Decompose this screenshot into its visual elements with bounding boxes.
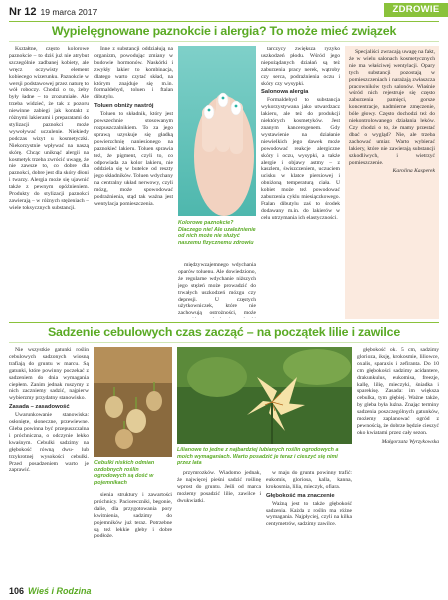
article2-col4-text-after: Ważną jest to także głębokość sadzenia. Każda z roślin ma różne wymagania. Najpłyciej, czyli na kilka centymetrów, sadzimy zawilce. — [266, 500, 352, 528]
article2-col5 — [357, 347, 439, 581]
article1-col2-subhead: Toluen obniży nastrój — [94, 103, 154, 110]
article2-col2 — [94, 492, 172, 581]
page-number: 106 — [9, 586, 25, 596]
section-label: ZDROWIE — [392, 4, 440, 15]
article1-col3-text: międzywzajemnego wdychania oparów toluenu. Ale dowiedziono, że regularne wdychanie niższych jego stężeń może prowadzić do trwałych uszkodzeń mózgu czy depresji. U częstych użytkowniczek, które nie zachowują ostrożności, może — [178, 262, 256, 317]
page-footer — [9, 586, 91, 596]
article2-title: Sadzenie cebulowych czas zacząć – na początek lilie i zawilce — [47, 325, 401, 339]
article2-col1-text: Nie wszystkie gatunki roślin cebulowych sadzonych wiosną trafiają do gruntu w marcu. Są gatunki, które powinny poczekać z sadzeniem do dnia wymagania ciepłem. Zanim jednak ruszymy z nich zaczniemy sadzić, najpierw wybierzmy przydatny stanowisko. — [9, 347, 89, 402]
issue-header — [9, 6, 97, 18]
magazine-name: Wieś i Rodzina — [28, 586, 92, 596]
issue-date: 19 marca 2017 — [40, 7, 98, 17]
article2-col4-subhead: Głębokość ma znaczenie — [266, 492, 335, 499]
article1-col4-subhead: Salonowa alergia — [261, 89, 309, 96]
article2-col1 — [9, 347, 89, 581]
bulbs-illustration — [94, 347, 172, 457]
article1-col2 — [94, 46, 173, 318]
article1-col2-text-after: Toluen to składnik, który jest powszechnie stosowanym rozpuszczalnikiem. To za jego sprawą uzyskuje się gładką powierzchnię naniesionego na paznokieć lakieru. Toluen sprawia też, że pigment, czyli to, co odpowiada za kolor lakieru, nie oddziela się w butelce od reszty jego składników. Toluen wdychany na centralny układ nerwowy, czyli mózg, może spowodować podrażnienia, stąd tak ważna jest wentylacja pomieszczenia. — [94, 111, 173, 207]
article1-col5 — [345, 46, 439, 318]
lily-photo-caption: Lilianowe to jedne z najbardziej lubianych roślin ogrodowych a moich wymaganiach. Warto posadzić je teraz i cieszyć się nimi przez lata — [177, 447, 339, 466]
article2-col3-text: przymrozków. Wiadomo jednak, że najwięcej pieśni sadzić roślinę wprost do gruntu. Jeśli od marca możemy posadzić lilie, zawilce i dwukwiatki. — [177, 470, 261, 504]
article2-title-rule — [9, 342, 439, 343]
article1-col5-text: Specjaliści zwracają uwagę na fakt, że w wielu salonach kosmetycznych nie ma właściwej wentylacji. Opary tych substancji pozostają w pomieszczeniach i narażają zwłaszcza pracowników tych salonów. Właśnie wśród nich rejestruje się często zaburzenia pamięci, gorsze koncentracje, nadmierne zmęczenie, bóle głowy. Często dochodzi też do niekontrolowanego działania leków. Czy chodzi o to, że mamy przestać dbać o wygląd? Nie, ale trzeba zachować umiar. Warto wybierać lakiery, które nie zawierają substancji szkodliwych, i wietrzyć pomieszczenie. — [349, 49, 435, 166]
article2-col3 — [177, 470, 261, 581]
article2-col2-text: sienia struktury i zawartości próchnicy. Pacioreczniki, begonie, dalie, dla przygotowania pory kwitnienia, sadzimy do pojemników już teraz. Potrzebne są też lekkie gleby i dobre podłoże. — [94, 492, 172, 540]
header-rule — [9, 21, 439, 22]
article1-title-rule — [9, 41, 439, 42]
article1-title: Wypielęgnowane paznokcie i alergia? To może mieć związek — [51, 24, 397, 38]
lily-illustration — [177, 347, 352, 444]
article1-sidebar — [345, 46, 439, 319]
article1-col4-text: tarczycy zwiększa ryzyko uszkodzeń płodu. Wśród jego niepożądanych działań są też zaburzenia pracy nerek, wątroby czy serca, podrażnienia oczu i skóry czy wysypki. — [261, 46, 340, 87]
article1-col1 — [9, 46, 89, 318]
article-divider — [9, 322, 439, 323]
lily-photo — [177, 347, 352, 444]
article2-col5-text: głębokość ok. 5 cm, sadzimy glorioza, iksję, krokosmie, liliowce, oxalis, sparaxis i zefiranta. Do 10 cm głębokości sadzimy acidantere, drakunkulus, eukomisa, freezje, kallę, lilię, mieczyki, śniadka i sparekisę. Zasada: im większa cebulka, tym głębiej. Ważne także, by gleba była luźna. Znając terminy sadzenia poszczególnych gatunków, możemy zaplanować ogród z pewnością, że dobrze będzie cieszyć oko kwiatami przez cały sezon. — [357, 347, 439, 436]
article2-author: Małgorzata Wyrzykowska — [381, 438, 439, 445]
section-tab — [384, 3, 448, 17]
article1-col2-text: Inne z substancji oddziałują na organizm, powodując zmiany w budowie hormonów. Naskórki i zwykły lakier to kombinacja, dlatego warto czytać skład, na którym znajduje się m.in. formaldehyd, toluen i ftalan dibutylu. — [94, 46, 173, 101]
nail-polish-illustration — [178, 46, 256, 216]
article1-col4-text-after: Formaldehyd to substancja wykorzystywana jako utwardzacz lakieru, ale też do produkcji niektórych kosmetyków. Jest znanym kancerogenem. Gdy wystawienie na działanie niewielkich jego dawek może powodować reakcje alergiczne skóry i oczu, wysypki, a także alergie i objawy astmy – z kaszlem, świszczeniem, uczuciem ucisku w klatce piersiowej i obniżoną temperaturą ciała. U kobiet może też powodować zaburzenia cyklu miesiączkowego. Ftalan dibutylu zaś to środek dodawany m.in. do lakierów w celu utrzymania ich elastyczności. — [261, 97, 340, 221]
article1-col1-text: Kształtne, często kolorowe paznokcie – to dziś już nie atrybut szczególnie zadbanej kobiety, ale wręcz oczywisty element kobiecego wizerunku. Paznokcie w wersji podstawowej przez naturę to wół roboczy. Chodzi o to, żeby były ładne – to zrozumiałe. Ale trzeba widzieć, że tak z pozoru niewinne zabiegi jak kontakt z różnymi lakierami i preparatami do stylizacji paznokci może wywoływać uczulenie. Niekiedy podczas wizyt u kosmetyczki. Niekorzystnie wpływać na naszą skórę. Chcąc uniknąć alergii na kosmetyk trzeba zwrócić uwagę, że nie zawsze to, co dobre dla paznokci, dobre jest dla skóry dłoni i twarzy. Alergia może się ujawnić także z pewnym opóźnieniem. Produkty do stylizacji paznokci zawierają – w różnych stężeniach – wiele toksycznych substancji. — [9, 46, 89, 211]
article2-col1-subhead: Zasada – zasadowość — [9, 404, 70, 411]
nail-polish-photo — [178, 46, 256, 216]
bulbs-photo-caption: Cebulki niskich odmian ozdobnych roślin ogrodowych są dość w pojemnikach — [94, 460, 155, 486]
article1-author: Karolina Kasperek — [392, 168, 435, 175]
article2-col4-text: w maju do gruntu powinny trafić: eukomis, gloriosa, kalla, kanna, krokosmia, lilia, mieczyk, ofiara. — [266, 470, 352, 490]
issue-number: Nr 12 — [9, 6, 37, 18]
article1-col3 — [178, 262, 256, 318]
article2-col4 — [266, 470, 352, 581]
article2-col1-text-after: Uwarunkowanie stanowiska: osłonięte, słoneczne, przewiewne. Gleba powinna być przepuszczalna i próchniczna, o odczynie lekko kwaśnym. Cebulki sadzimy na głębokość równą dwu- lub trzykrotnej wysokości cebulki. Przed posadzeniem warto je zaprawić. — [9, 412, 89, 474]
article1-col4 — [261, 46, 340, 318]
nail-photo-caption: Kolorowe paznokcie? Dlaczego nie! Ale uzależnienie od nich może nie służyć naszemu fizycznemu zdrowiu — [178, 220, 256, 246]
bulbs-photo — [94, 347, 172, 457]
